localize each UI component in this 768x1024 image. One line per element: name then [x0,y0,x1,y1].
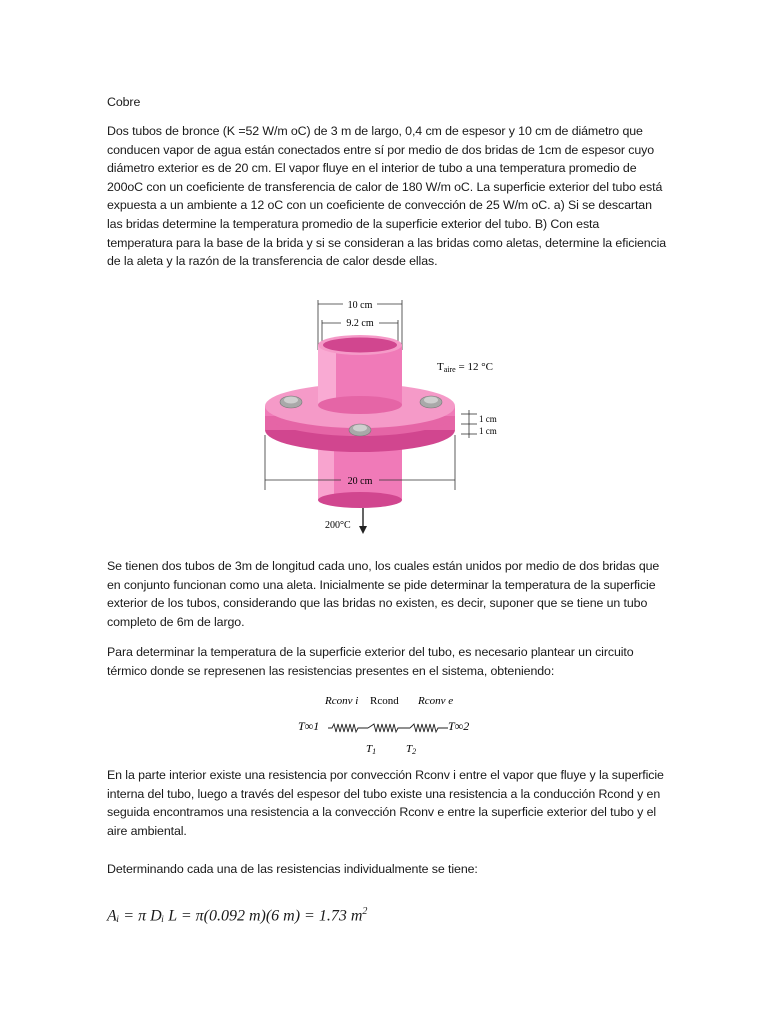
resistor-3 [410,724,448,732]
explanation-paragraph: Para determinar la temperatura de la superficie exterior del tubo, es necesario plantear un circuito térmico donde se represenen las resistencias presentes en el sistema, obteniendo: [107,645,634,678]
r-cond-label: Rcond [370,695,399,707]
upper-tube-opening [323,338,397,353]
resistor-2 [368,724,410,732]
area-formula [107,906,367,925]
formula-exponent: 2 [362,906,368,917]
upper-tube-base [318,396,402,414]
steam-temperature-label: 200°C [325,520,351,531]
t-inf1-label: T∞1 [298,719,320,733]
t2-label: T2 [406,743,417,756]
flange-thickness-1: 1 cm [479,414,497,424]
explanation-paragraph: Determinando cada una de las resistencias individualmente se tiene: [107,862,478,876]
dim-inner-label: 9.2 cm [346,318,374,329]
upper-tube-highlight [318,345,336,405]
flange-thickness-2: 1 cm [479,426,497,436]
air-temperature-label: Taire = 12 °C [437,361,493,374]
t-inf2-label: T∞2 [448,719,470,733]
resistor-1 [328,724,368,732]
flange-diameter-label: 20 cm [347,476,373,487]
explanation-paragraph: Se tienen dos tubos de 3m de longitud cada uno, los cuales están unidos por medio de dos bridas que en conjunto funcionan como una aleta. Inicialmente se pide determinar la temperatura de la superficie exterior de los tubos, considerando que las bridas no existen, es decir, suponer que se tiene un tubo completo de 6m de largo. [107,559,660,629]
lower-tube-end [318,492,402,508]
thermal-circuit [290,688,490,758]
arrow-down-icon [359,526,367,534]
r-conv-e-label: Rconv e [418,695,454,707]
explanation-paragraph: En la parte interior existe una resistencia por convección Rconv i entre el vapor que fluye y la superficie interna del tubo, luego a través del espesor del tubo existe una resistencia a la conducción Rcond y en seguida encontramos una resistencia a la convección Rconv e entre la superficie exterior del tubo y el aire ambiental. [107,768,664,838]
formula-text: Aᵢ = π Dᵢ L = π(0.092 m)(6 m) = 1.73 m [107,907,363,925]
heading: Cobre [107,95,141,109]
t1-label: T1 [366,743,377,756]
bolt-icon [420,396,442,408]
dim-outer-label: 10 cm [347,300,373,311]
problem-statement: Dos tubos de bronce (K =52 W/m oC) de 3 m de largo, 0,4 cm de espesor y 10 cm de diámetro que conducen vapor de agua están conectados entre sí por medio de dos bridas de 1cm de espesor cuyo diámetro exterior es de 20 cm. El vapor fluye en el interior de tubo a una temperatura promedio de 200oC con un coeficiente de transferencia de calor de 180 W/m oC. La superficie exterior del tubo está expuesta a un ambiente a 12 oC con un coeficiente de convección de 25 W/m oC. a) Si se descartan las bridas determine la temperatura promedio de la superficie exterior del tubo. B) Con esta temperatura para la base de la brida y si se consideran a las bridas como aletas, determine la eficiencia de la aleta y la razón de la transferencia de calor desde ellas. [107,124,667,269]
bolt-icon [280,396,302,408]
bolt-icon [349,424,371,436]
r-conv-i-label: Rconv i [325,695,359,707]
flange-figure [255,290,515,535]
